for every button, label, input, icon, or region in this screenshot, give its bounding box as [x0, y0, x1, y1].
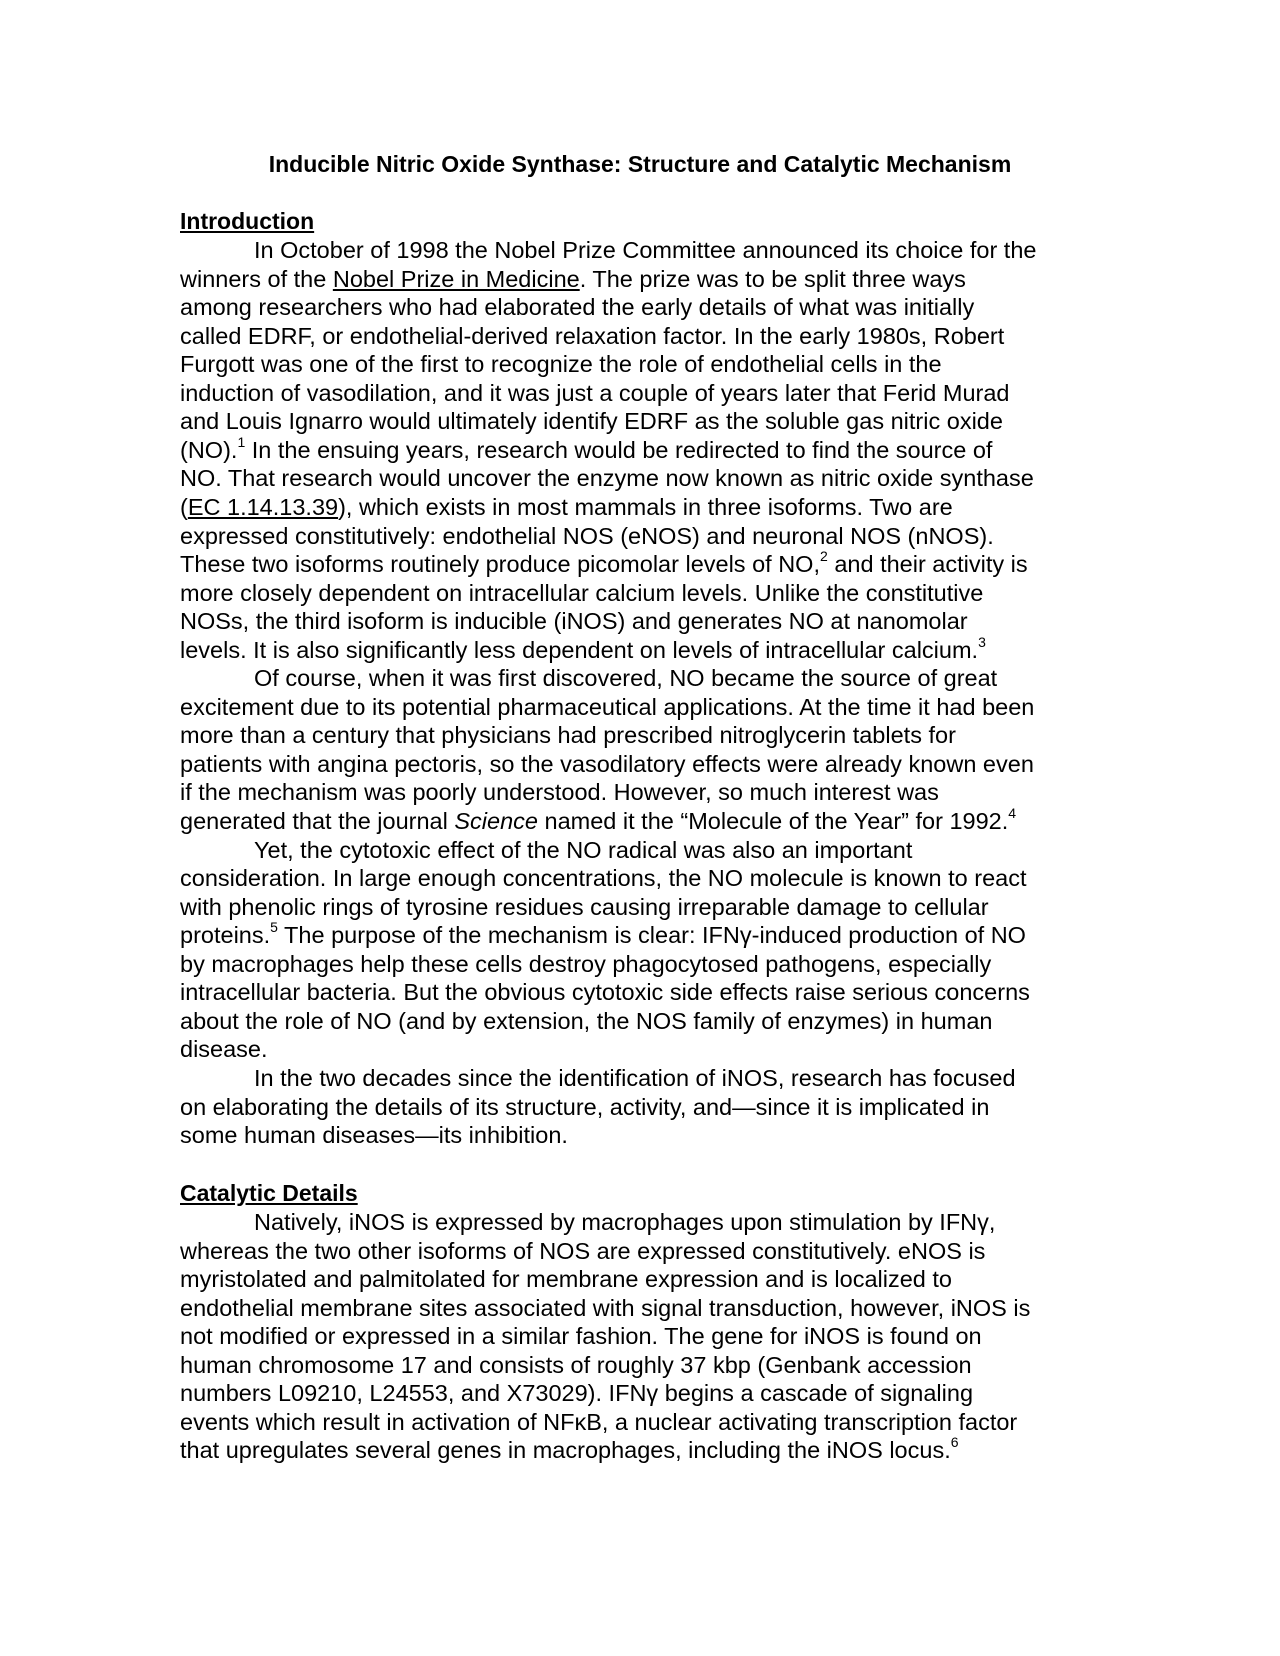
text-line: by macrophages help these cells destroy phagocytosed pathogens, especially — [180, 950, 992, 977]
journal-name: Science — [454, 808, 538, 834]
section-heading-introduction: Introduction — [180, 208, 315, 234]
text-line: called EDRF, or endothelial-derived relaxation factor. In the early 1980s, Robert — [180, 322, 1005, 349]
section-heading-catalytic-details: Catalytic Details — [180, 1180, 358, 1206]
text-line — [180, 807, 1016, 835]
text-segment: In the ensuing years, research would be redirected to find the source of — [245, 436, 993, 463]
text-line: endothelial membrane sites associated with signal transduction, however, iNOS is — [180, 1294, 1031, 1321]
text-segment: ( — [180, 493, 188, 520]
page-title: Inducible Nitric Oxide Synthase: Structure and Catalytic Mechanism — [268, 151, 1012, 177]
text-line — [180, 921, 1026, 949]
text-segment: ), which exists in most mammals in three isoforms. Two are — [338, 493, 953, 520]
text-line: myristolated and palmitolated for membrane expression and is localized to — [180, 1266, 952, 1293]
text-line: about the role of NO (and by extension, the NOS family of enzymes) in human — [180, 1007, 993, 1034]
text-line: and Louis Ignarro would ultimately identify EDRF as the soluble gas nitric oxide — [180, 408, 1003, 435]
text-line — [180, 550, 1028, 578]
footnote-ref: 6 — [950, 1434, 959, 1451]
text-line: not modified or expressed in a similar fashion. The gene for iNOS is found on — [180, 1323, 982, 1350]
text-segment: that upregulates several genes in macrophages, including the iNOS locus. — [180, 1437, 951, 1464]
text-segment: (NO). — [180, 436, 238, 463]
text-line: disease. — [180, 1036, 268, 1063]
hyperlink[interactable]: EC 1.14.13.39 — [187, 493, 339, 520]
text-line: NOSs, the third isoform is inducible (iNOS) and generates NO at nanomolar — [180, 608, 968, 635]
text-segment: proteins. — [180, 922, 271, 949]
text-line — [180, 633, 986, 664]
text-line: excitement due to its potential pharmaceutical applications. At the time it had been — [180, 693, 1035, 720]
text-line: on elaborating the details of its structure, activity, and—since it is implicated in — [180, 1093, 990, 1120]
text-line — [180, 265, 966, 293]
text-line: consideration. In large enough concentrations, the NO molecule is known to react — [180, 865, 1027, 892]
text-segment: levels. It is also significantly less dependent on levels of intracellular calcium. — [180, 636, 979, 663]
hyperlink[interactable]: Nobel Prize in Medicine — [332, 265, 580, 292]
text-line: with phenolic rings of tyrosine residues causing irreparable damage to cellular — [180, 893, 989, 920]
text-line: In October of 1998 the Nobel Prize Committee announced its choice for the — [254, 237, 1037, 263]
text-line: Natively, iNOS is expressed by macrophages upon stimulation by IFNγ, — [254, 1209, 996, 1235]
text-line: NO. That research would uncover the enzyme now known as nitric oxide synthase — [180, 465, 1034, 492]
text-line: human chromosome 17 and consists of roughly 37 kbp (Genbank accession — [180, 1351, 972, 1378]
footnote-ref: 1 — [237, 433, 246, 450]
text-line: some human diseases—its inhibition. — [180, 1122, 568, 1149]
text-segment: generated that the journal — [180, 808, 455, 834]
text-line: more closely dependent on intracellular calcium levels. Unlike the constitutive — [180, 579, 984, 606]
footnote-ref: 2 — [820, 548, 828, 565]
text-segment: The purpose of the mechanism is clear: IFNγ-induced production of NO — [277, 922, 1026, 949]
text-line: induction of vasodilation, and it was just a couple of years later that Ferid Murad — [180, 379, 1010, 406]
text-line — [180, 433, 993, 464]
text-segment: . The prize was to be split three ways — [579, 265, 966, 292]
text-line — [180, 1436, 959, 1464]
text-segment: and their activity is — [827, 551, 1028, 578]
text-line: intracellular bacteria. But the obvious cytotoxic side effects raise serious concerns — [180, 979, 1030, 1006]
text-line: In the two decades since the identification of iNOS, research has focused — [254, 1064, 1016, 1091]
text-line: Furgott was one of the first to recognize the role of endothelial cells in the — [180, 351, 942, 378]
text-line: expressed constitutively: endothelial NOS (eNOS) and neuronal NOS (nNOS). — [180, 522, 994, 549]
text-line: whereas the two other isoforms of NOS are expressed constitutively. eNOS is — [180, 1237, 986, 1264]
footnote-ref: 3 — [978, 633, 986, 650]
text-line — [180, 493, 953, 521]
text-line: patients with angina pectoris, so the vasodilatory effects were already known even — [180, 750, 1034, 777]
text-line: numbers L09210, L24553, and X73029). IFNγ begins a cascade of signaling — [180, 1380, 974, 1407]
footnote-ref: 5 — [270, 919, 278, 936]
text-segment: These two isoforms routinely produce picomolar levels of NO, — [180, 551, 820, 578]
text-line: more than a century that physicians had prescribed nitroglycerin tablets for — [180, 722, 956, 749]
text-line: Of course, when it was first discovered, NO became the source of great — [254, 665, 998, 692]
text-segment: winners of the — [180, 265, 333, 292]
footnote-ref: 4 — [1008, 805, 1017, 821]
text-line: Yet, the cytotoxic effect of the NO radical was also an important — [254, 836, 913, 863]
text-line: among researchers who had elaborated the early details of what was initially — [180, 294, 975, 321]
text-line: events which result in activation of NFκB, a nuclear activating transcription factor — [180, 1408, 1018, 1435]
text-segment: named it the “Molecule of the Year” for 1992. — [537, 808, 1009, 834]
text-line: if the mechanism was poorly understood. However, so much interest was — [180, 779, 939, 806]
